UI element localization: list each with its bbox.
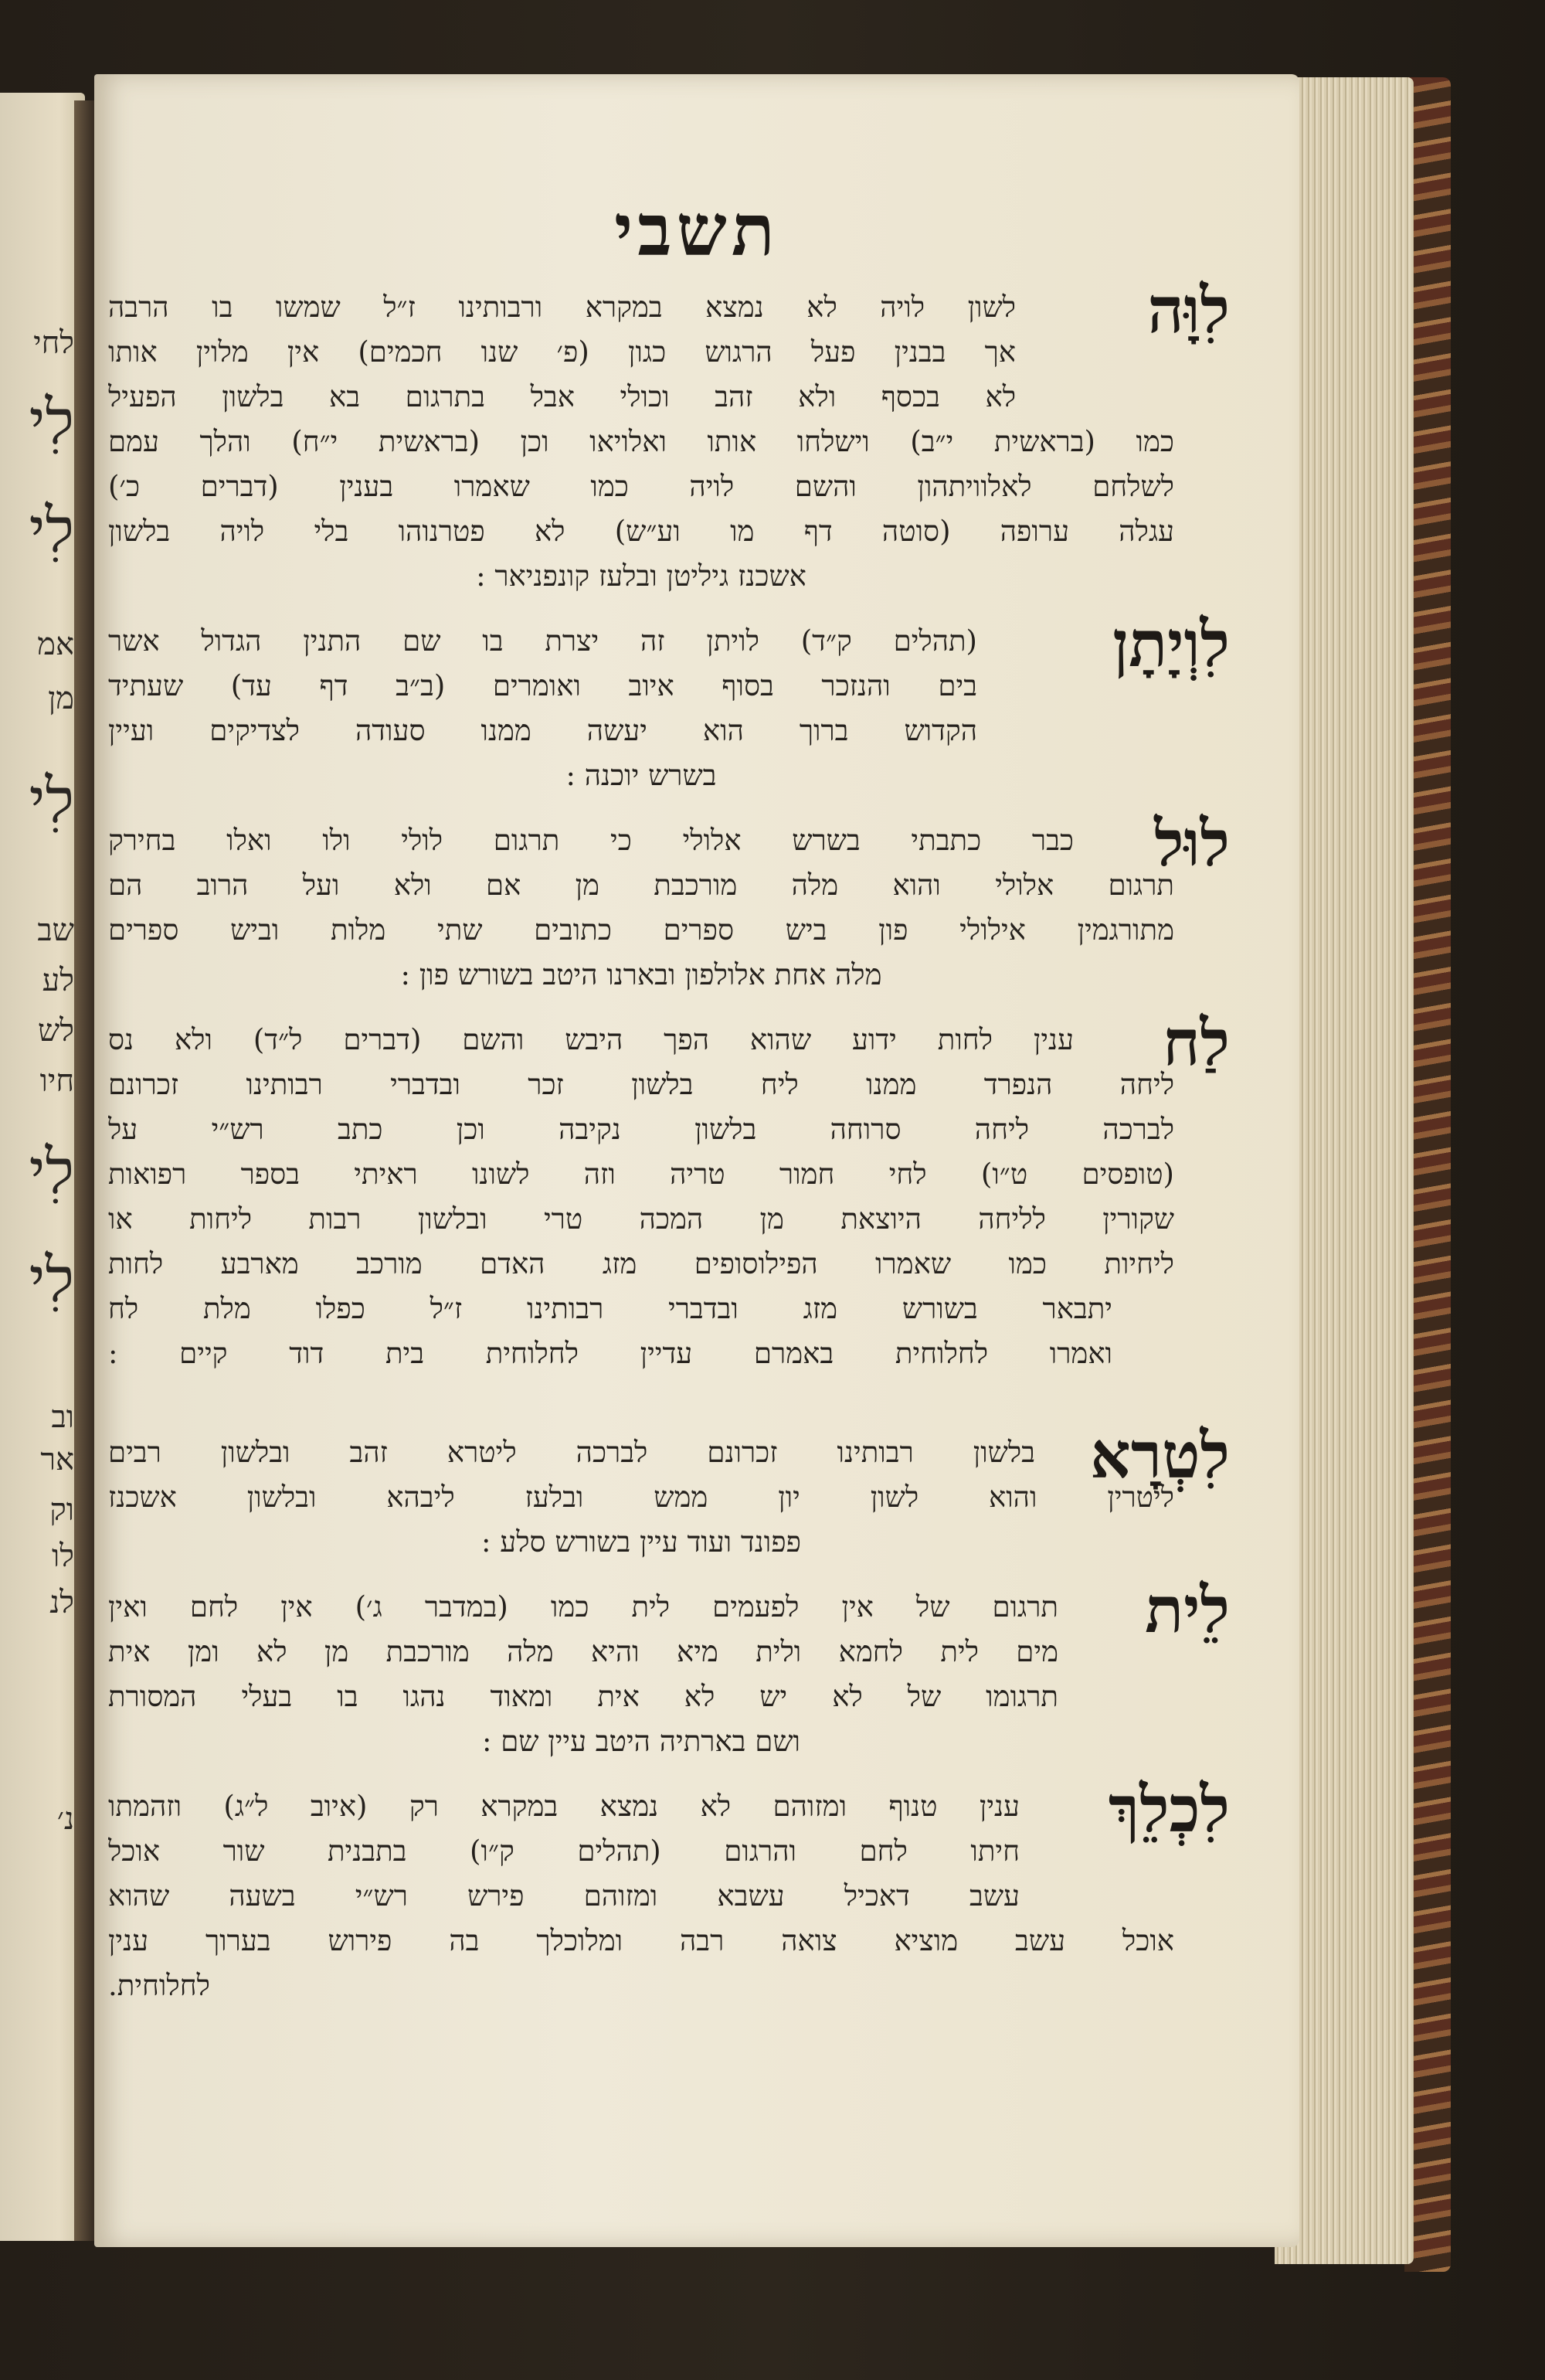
- entry-headword: לִכְלֵךְ: [1108, 1773, 1230, 1847]
- entry-line: עגלה ערופה (סוטה דף מו וע״ש) לא פטרנוהו בלי לויה בלשון: [108, 515, 1174, 548]
- entry-line: ואמרו לחלוחית באמרם עדיין לחלוחית בית דוד קיים :: [108, 1337, 1112, 1370]
- entry-line: מים לית לחמא ולית מיא והיא מלה מורכבת מן לא ומן אית: [108, 1635, 1058, 1668]
- left-fragment-text: לע: [42, 963, 74, 998]
- entry-line: ליחיות כמו שאמרו הפילוסופים מזג האדם מורכב מארבע לחות: [108, 1247, 1174, 1280]
- entry-line: ליטרין והוא לשון יון ממש ובלעז ליבהא ובלשון אשכנז: [108, 1481, 1174, 1514]
- left-fragment-text: וב: [51, 1399, 74, 1435]
- entry-headword: לַח: [1163, 1006, 1230, 1080]
- entry-headword: לִוָּה: [1147, 274, 1230, 348]
- entry-line: כבר כתבתי בשרש אלולי כי תרגום לולי ולו ואלו בחירק: [108, 824, 1074, 857]
- left-fragment-text: שב: [37, 913, 74, 948]
- entry-line: אך בבנין פעל הרגוש כגון (פ׳ שנו חכמים) אין מלוין אותו: [108, 335, 1016, 369]
- entry-headword: לוּל: [1154, 807, 1230, 881]
- entry-line: בשרש יוכנה :: [565, 759, 717, 792]
- left-fragment-text: וק: [49, 1492, 74, 1528]
- entry-line: הקדוש ברוך הוא יעשה ממנו סעודה לצדיקים ועיין: [108, 714, 977, 747]
- entry-line: אשכנז גיליטן ובלעז קונפניאר :: [476, 559, 806, 593]
- entry-headword: לִוְיָתָן: [1112, 607, 1230, 682]
- entry-line: עשב דאכיל עשבא ומזוהם פירש רש״י בשעה שהוא: [108, 1879, 1020, 1912]
- entry-line: (תהלים ק״ד) לויתן זה יצרת בו שם התנין הגדול אשר: [108, 624, 977, 658]
- left-fragment-text: נ׳: [56, 1801, 74, 1837]
- left-fragment-text: מן: [48, 681, 74, 716]
- left-fragment-text: לו: [52, 1538, 74, 1574]
- left-fragment-text: לִי: [29, 495, 74, 566]
- running-head: תשבי: [614, 189, 779, 272]
- book-page: [94, 74, 1299, 2247]
- left-fragment-text: לִי: [29, 765, 74, 837]
- entry-line: (טופסים ט״ו) לחי חמור טריה וזה לשונו ראיתי בספר רפואות: [108, 1158, 1174, 1191]
- entry-line: יתבאר בשורש מזג ובדברי רבותינו ז״ל כפלו מלת לח: [108, 1292, 1112, 1325]
- left-fragment-text: לנ: [49, 1585, 74, 1620]
- entry-line: בים והנזכר בסוף איוב ואומרים (ב״ב דף עד) שעתיד: [108, 669, 977, 702]
- entry-line: ענין טנוף ומזוהם לא נמצא במקרא רק (איוב ל״ג) וזהמתו: [108, 1790, 1020, 1823]
- entry-line: תרגום של אין לפעמים לית כמו (במדבר ג׳) אין לחם ואין: [108, 1590, 1058, 1624]
- entry-line: לברכה ליחה סרוחה בלשון נקיבה וכן כתב רש״י על: [108, 1113, 1174, 1146]
- left-fragment-text: לש: [37, 1013, 74, 1049]
- left-fragment-text: אמ: [37, 627, 74, 662]
- entry-line: אוכל עשב מוציא צואה רבה ומלוכלך בה פירוש בערוך ענין: [108, 1924, 1174, 1957]
- entry-line: לשון לויה לא נמצא במקרא ורבותינו ז״ל שמשו בו הרבה: [108, 291, 1016, 324]
- entry-line: לשלחם לאלוויתהון והשם לויה כמו שאמרו בענין (דברים כ׳): [108, 470, 1174, 503]
- entry-headword: לֵית: [1145, 1573, 1230, 1647]
- entry-line: ענין לחות ידוע שהוא הפך היבש והשם (דברים ל״ד) ולא נס: [108, 1023, 1074, 1056]
- entry-line: תרגום אלולי והוא מלה מורכבת מן אם ולא ועל הרוב הם: [108, 869, 1174, 902]
- left-fragment-text: לִי: [29, 386, 74, 458]
- entry-line: לא בכסף ולא זהב וכולי אבל בתרגום בא בלשון הפעיל: [108, 380, 1016, 413]
- entry-line: מתורגמין אילולי פון ביש ספרים כתובים שתי מלות וביש ספרים: [108, 913, 1174, 947]
- entry-line: פפונד ועוד עיין בשורש סלע :: [481, 1525, 801, 1559]
- entry-line: לחלוחית.: [108, 1969, 210, 2002]
- entry-line: בלשון רבותינו זכרונם לברכה ליטרא זהב ובלשון רבים: [108, 1436, 1035, 1469]
- entry-line: שקורין לליחה היוצאת מן המכה טרי ובלשון רבות ליחות או: [108, 1202, 1174, 1236]
- left-fragment-text: אר: [40, 1442, 74, 1477]
- entry-line: תרגומו של לא יש לא אית ומאוד נהגו בו בעלי המסורת: [108, 1680, 1058, 1713]
- left-fragment-text: לִי: [29, 1136, 74, 1208]
- left-fragment-text: לִי: [29, 1244, 74, 1316]
- entry-headword: לִטְרָא: [1090, 1419, 1230, 1493]
- entry-line: ליחה הנפרד ממנו ליח בלשון זכר ובדברי רבותינו זכרונם: [108, 1068, 1174, 1101]
- left-fragment-text: לחי: [33, 325, 74, 361]
- left-fragment-text: חיו: [39, 1063, 74, 1099]
- entry-line: חיתו לחם והרגום (תהלים ק״ו) בתבנית שור אוכל: [108, 1834, 1020, 1868]
- entry-line: כמו (בראשית י״ב) וישלחו אותו ואלויאו וכן (בראשית י״ח) והלך עמם: [108, 425, 1174, 458]
- entry-line: ושם בארתיה היטב עיין שם :: [481, 1725, 800, 1758]
- entry-line: מלה אחת אלולפון ובארנו היטב בשורש פון :: [400, 958, 882, 991]
- previous-page-fragment: [0, 93, 85, 2241]
